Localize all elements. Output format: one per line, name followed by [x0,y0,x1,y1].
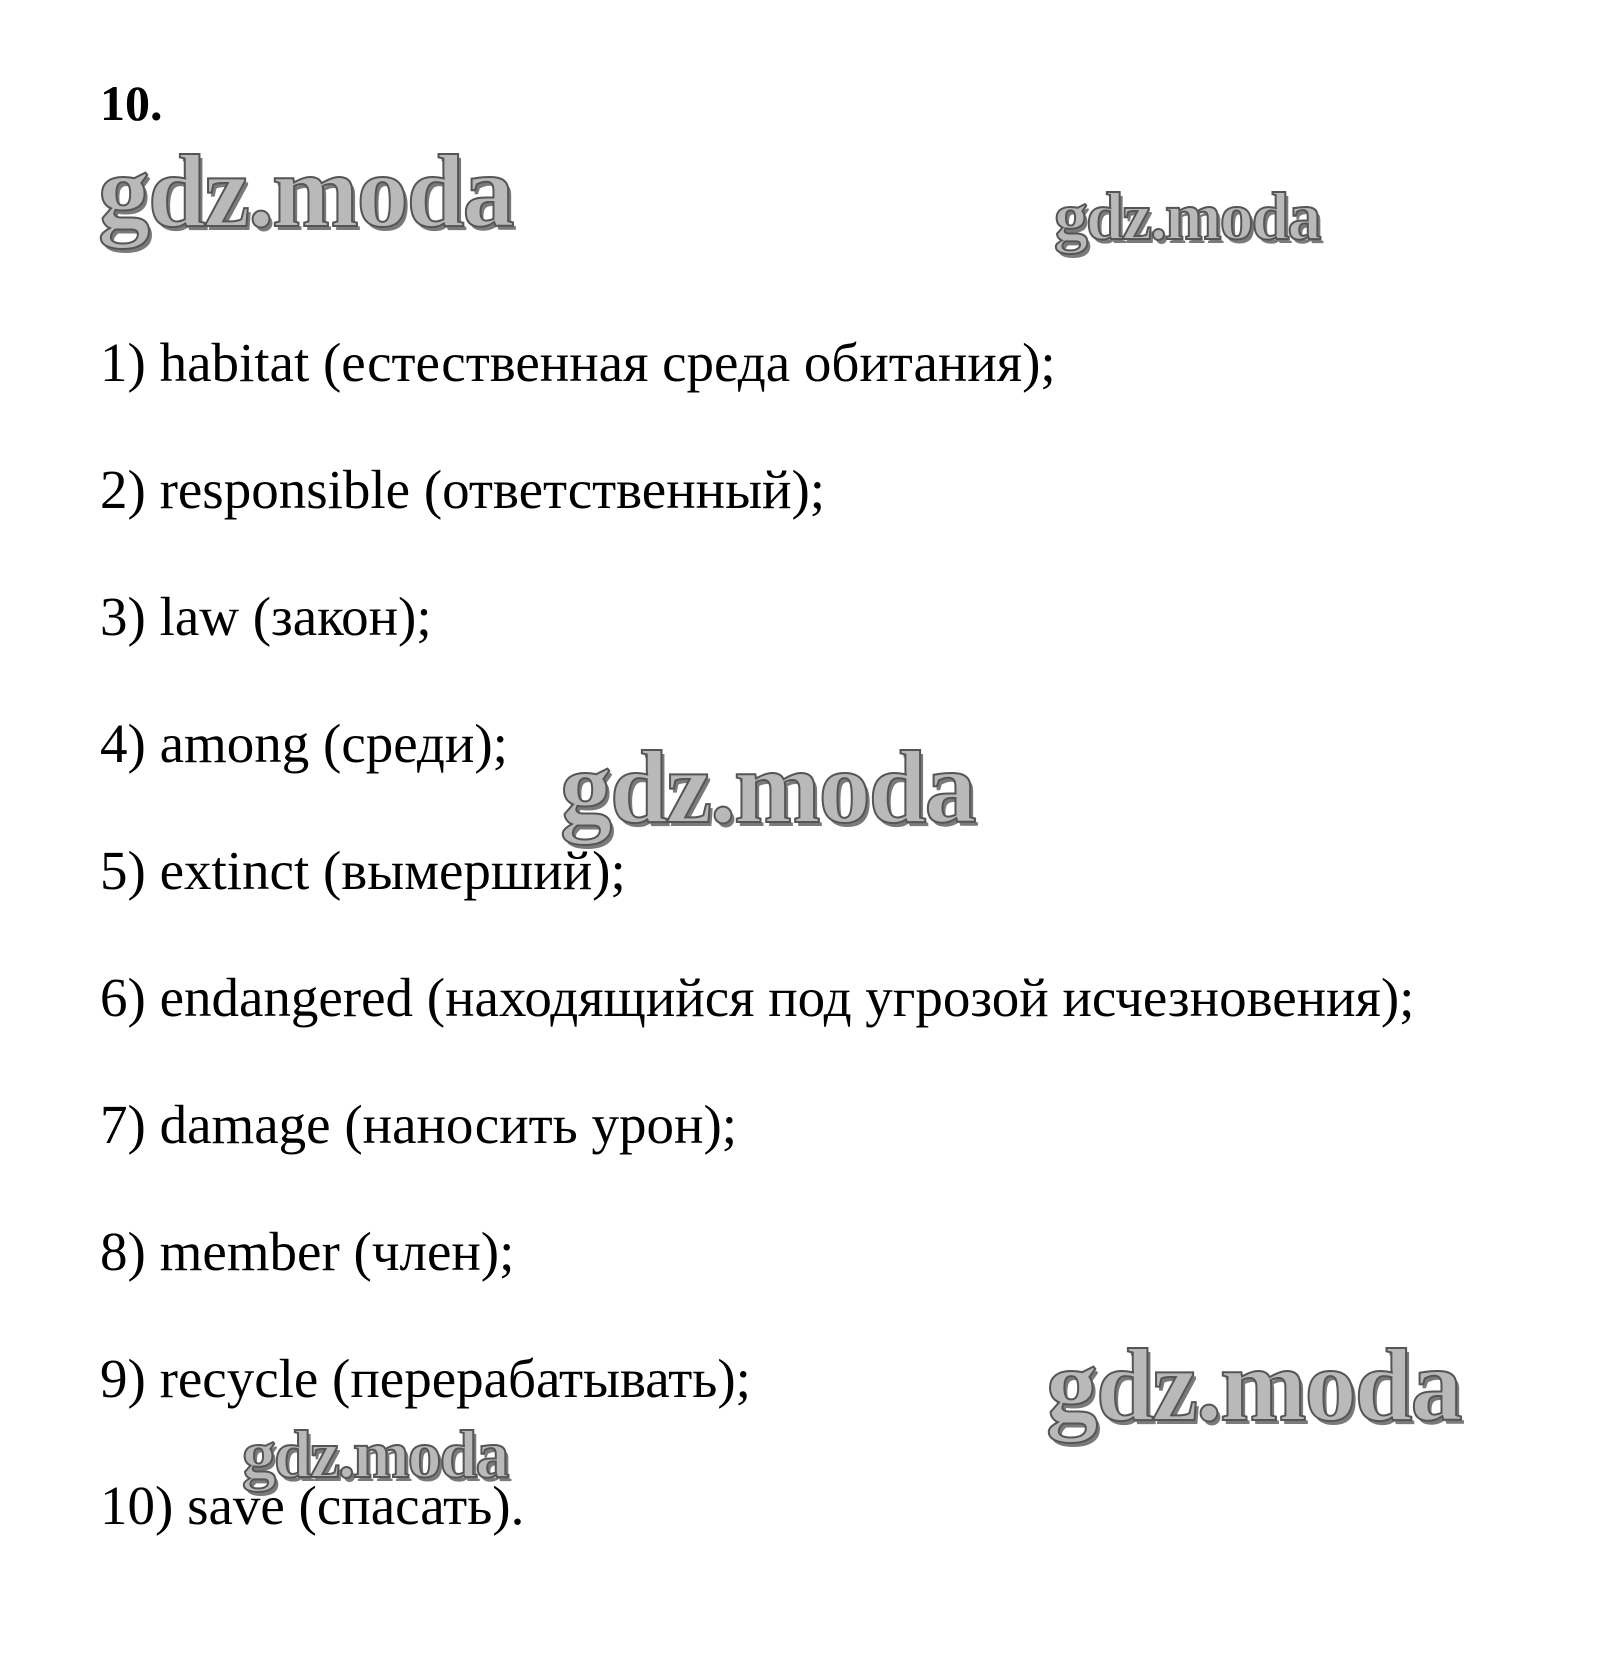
list-item: 4) among (среди); [100,713,508,774]
list-item: 5) extinct (вымерший); [100,840,626,901]
list-item: 1) habitat (естественная среда обитания); [100,332,1056,393]
watermark-logo: gdz.moda [1054,178,1320,254]
watermark-logo: gdz.moda [560,730,975,845]
list-item: 6) endangered (находящийся под угрозой исчезновения); [100,967,1415,1028]
list-item: 3) law (закон); [100,586,432,647]
list-item: 10) save (спасать). [100,1475,525,1536]
list-item: 9) recycle (перерабатывать); [100,1348,751,1409]
watermark-logo: gdz.moda [242,1416,508,1492]
watermark-logo: gdz.moda [98,134,513,249]
watermark-logo: gdz.moda [1046,1328,1461,1443]
list-item: 8) member (член); [100,1221,515,1282]
exercise-number: 10. [100,75,163,131]
list-item: 2) responsible (ответственный); [100,459,826,520]
list-item: 7) damage (наносить урон); [100,1094,738,1155]
